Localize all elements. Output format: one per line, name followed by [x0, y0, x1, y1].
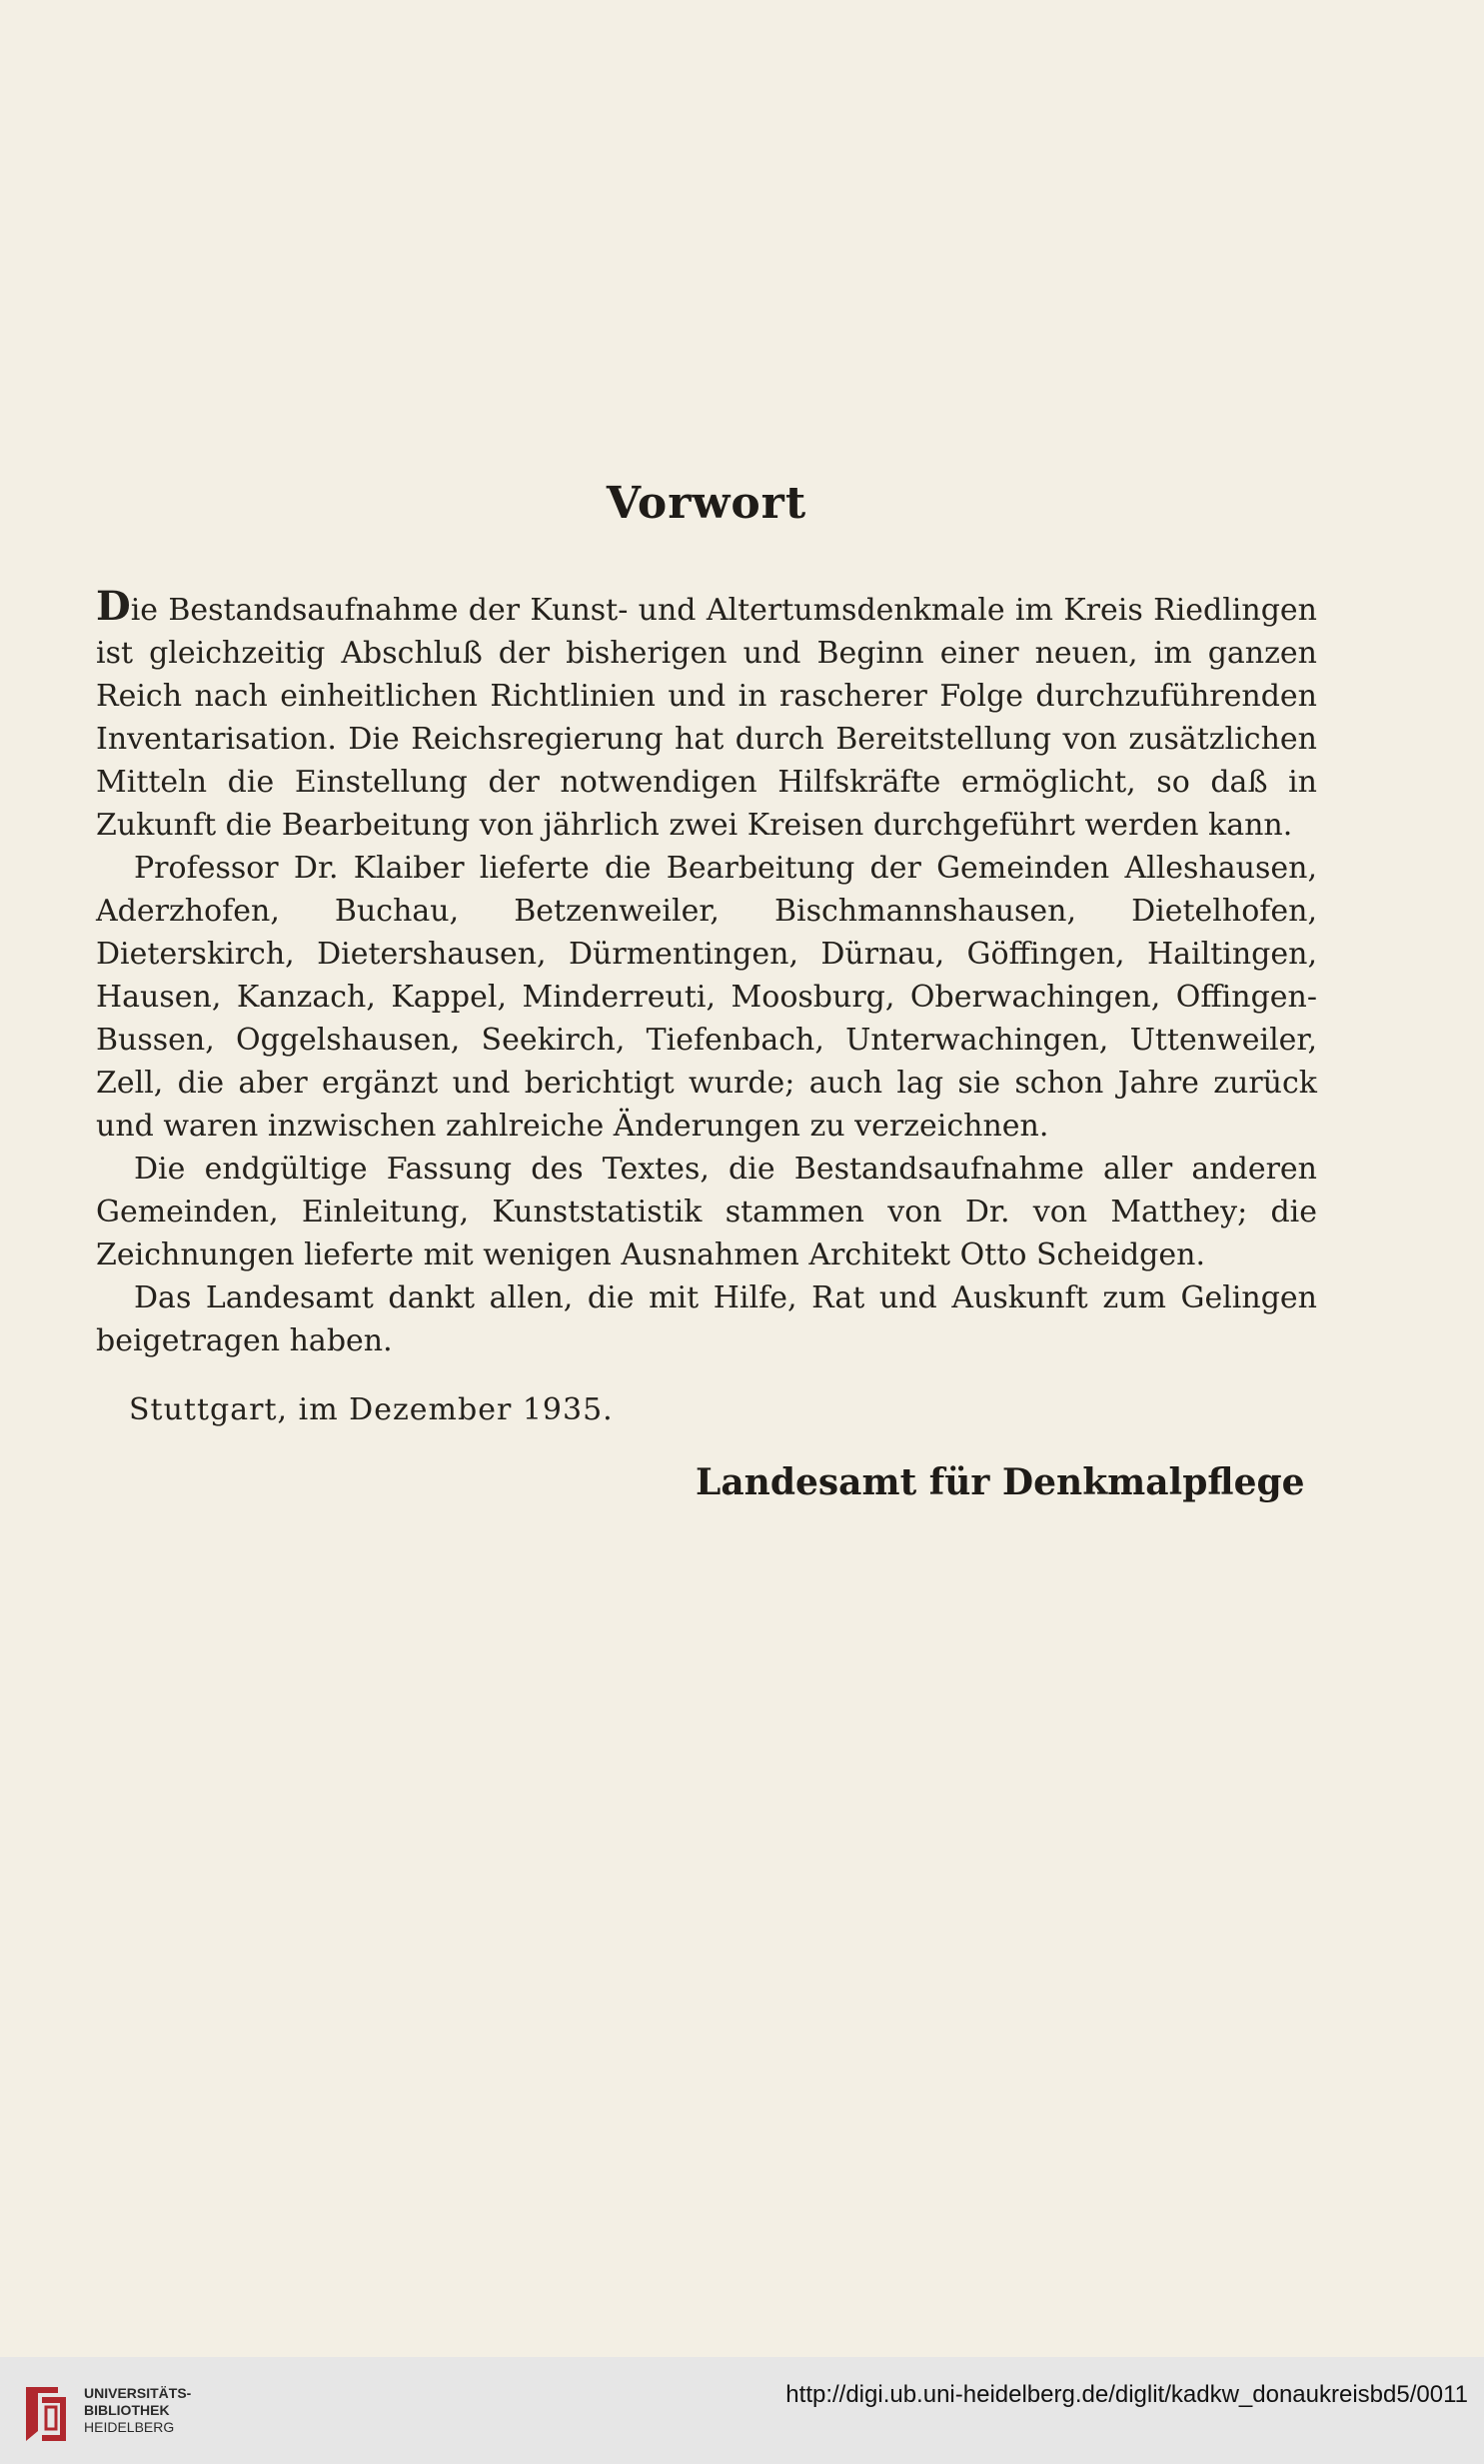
paragraph-2: Professor Dr. Klaiber lieferte die Bearbeitung der Gemeinden Alleshausen, Aderzhofen, Buchau, Betzenweiler, Bischmannshausen, Dietelhofen, Dieterskirch, Dietershausen, Dürmentingen, Dürnau, Göffingen, Hailtingen, Hausen, Kanzach, Kappel, Minderreuti, Moosburg, Oberwachingen, Offingen-Bussen, Oggelshausen, Seekirch, Tiefenbach, Unterwachingen, Uttenweiler, Zell, die aber ergänzt und berichtigt wurde; auch lag sie schon Jahre zurück und waren inzwischen zahlreiche Änderungen zu verzeichnen. — [96, 851, 1317, 1144]
paragraph-1-text: ie Bestandsaufnahme der Kunst- und Altertumsdenkmale im Kreis Riedlingen ist gleichzeitig Abschluß der bisherigen und Beginn einer neuen, im ganzen Reich nach einheitlichen Richtlinien und in rascherer Folge durchzuführenden Inventarisation. Die Reichsregierung hat durch Bereitstellung von zusätzlichen Mitteln die Einstellung der notwendigen Hilfskräfte ermöglicht, so daß in Zukunft die Bearbeitung von jährlich zwei Kreisen durchgeführt werden kann. — [96, 593, 1317, 843]
library-name-line1: UNIVERSITÄTS- — [84, 2385, 192, 2401]
source-url-link[interactable]: http://digi.ub.uni-heidelberg.de/diglit/kadkw_donaukreisbd5/0011 — [785, 2381, 1468, 2408]
library-name — [84, 2385, 191, 2436]
library-name-line2: BIBLIOTHEK — [84, 2402, 170, 2418]
initial-letter: D — [96, 583, 131, 630]
foreword-body — [96, 585, 1317, 1362]
footer-bar — [0, 2357, 1484, 2464]
library-logo-icon — [16, 2379, 74, 2449]
paragraph-1 — [96, 585, 1317, 847]
signature: Landesamt für Denkmalpflege — [696, 1461, 1305, 1503]
dateline: Stuttgart, im Dezember 1935. — [129, 1392, 614, 1427]
paragraph-3: Die endgültige Fassung des Textes, die Bestandsaufnahme aller anderen Gemeinden, Einleitung, Kunststatistik stammen von Dr. von Matthey; die Zeichnungen lieferte mit wenigen Ausnahmen Architekt Otto Scheidgen. — [96, 1152, 1317, 1272]
page-title: Vorwort — [606, 478, 807, 529]
library-name-line3: HEIDELBERG — [84, 2419, 175, 2435]
paragraph-4: Das Landesamt dankt allen, die mit Hilfe, Rat und Auskunft zum Gelingen beigetragen haben. — [96, 1280, 1317, 1358]
